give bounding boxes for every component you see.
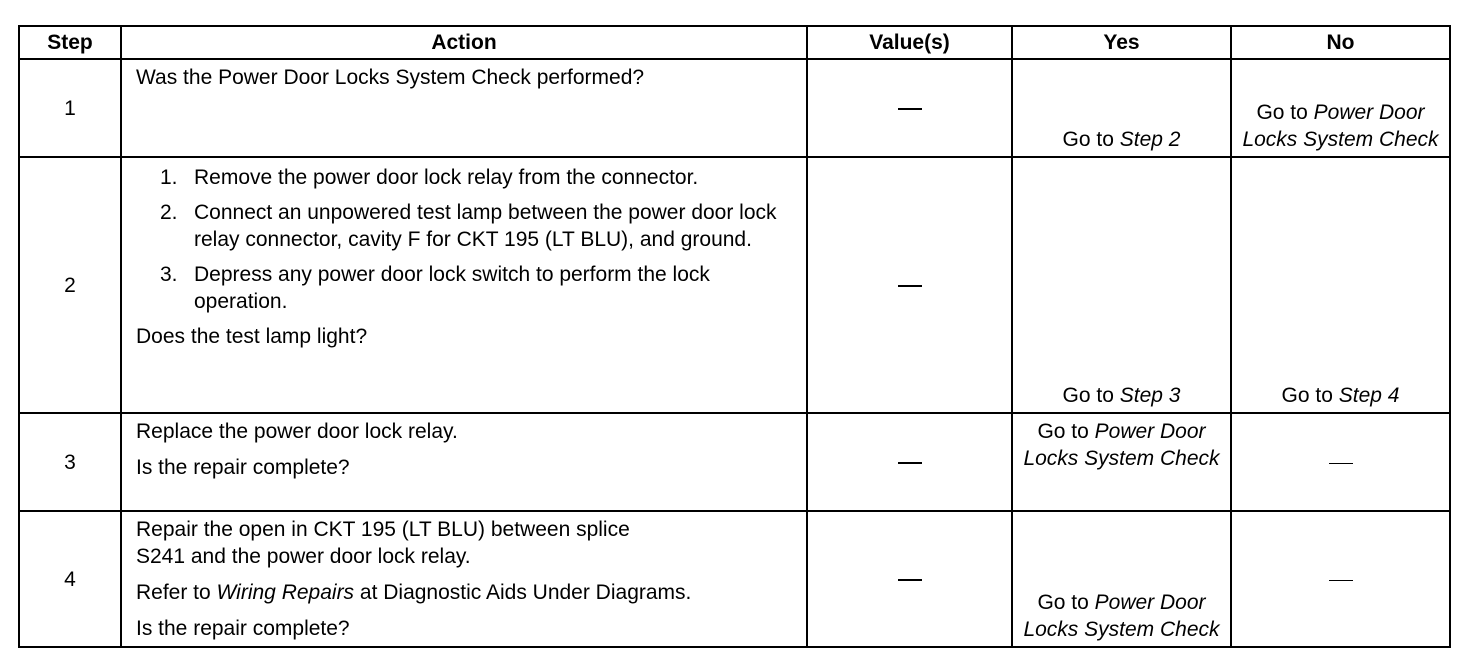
table-row — [19, 511, 1450, 647]
table-row — [19, 157, 1450, 413]
action-cell — [121, 511, 807, 647]
action-reference — [136, 579, 796, 606]
no-cell — [1231, 157, 1450, 413]
table-row — [19, 59, 1450, 157]
step-number: 3 — [19, 413, 121, 511]
list-item-text: Connect an unpowered test lamp between the power door lock relay connector, cavity F for CKT 195 (LT BLU), and ground. — [194, 201, 777, 251]
yes-prefix: Go to — [1037, 420, 1095, 443]
value-cell — [807, 59, 1012, 157]
list-item-number: 3. — [160, 263, 178, 286]
header-step: Step — [19, 26, 121, 59]
list-item-number: 1. — [160, 166, 178, 189]
yes-prefix: Go to — [1062, 128, 1120, 151]
value-dash — [898, 285, 922, 287]
list-item-text: Depress any power door lock switch to perform the lock operation. — [194, 263, 710, 313]
list-item — [136, 164, 796, 191]
no-cell — [1231, 413, 1450, 511]
yes-cell — [1012, 413, 1231, 511]
no-dash — [1329, 580, 1353, 582]
action-cell — [121, 59, 807, 157]
step-number: 1 — [19, 59, 121, 157]
value-dash — [898, 108, 922, 110]
no-cell — [1231, 511, 1450, 647]
header-yes: Yes — [1012, 26, 1231, 59]
value-dash — [898, 462, 922, 464]
yes-link[interactable]: Power Door Locks System Check — [1023, 591, 1220, 641]
list-item-number: 2. — [160, 201, 178, 224]
step-number: 4 — [19, 511, 121, 647]
header-row — [19, 26, 1450, 59]
yes-cell — [1012, 511, 1231, 647]
value-dash — [898, 579, 922, 581]
value-cell — [807, 413, 1012, 511]
no-dash — [1329, 463, 1353, 465]
yes-link[interactable]: Step 3 — [1119, 384, 1181, 407]
refer-link[interactable]: Wiring Repairs — [216, 581, 355, 604]
action-cell — [121, 413, 807, 511]
no-cell — [1231, 59, 1450, 157]
yes-cell — [1012, 157, 1231, 413]
value-cell — [807, 157, 1012, 413]
yes-link[interactable]: Power Door Locks System Check — [1023, 420, 1220, 470]
action-cell — [121, 157, 807, 413]
yes-prefix: Go to — [1062, 384, 1120, 407]
action-instruction: Repair the open in CKT 195 (LT BLU) between splice S241 and the power door lock relay. — [136, 518, 630, 568]
no-link[interactable]: Step 4 — [1338, 384, 1400, 407]
table-row — [19, 413, 1450, 511]
list-item — [136, 199, 796, 253]
action-question: Is the repair complete? — [136, 456, 350, 479]
yes-cell — [1012, 59, 1231, 157]
action-question: Was the Power Door Locks System Check performed? — [136, 66, 645, 89]
refer-suffix: at Diagnostic Aids Under Diagrams. — [354, 581, 692, 604]
refer-prefix: Refer to — [136, 581, 217, 604]
header-values: Value(s) — [807, 26, 1012, 59]
action-question: Is the repair complete? — [136, 617, 350, 640]
action-steps-list — [136, 164, 796, 315]
header-action: Action — [121, 26, 807, 59]
no-prefix: Go to — [1256, 101, 1314, 124]
diagnostic-table — [18, 25, 1451, 648]
no-prefix: Go to — [1281, 384, 1339, 407]
list-item — [136, 261, 796, 315]
list-item-text: Remove the power door lock relay from the connector. — [194, 166, 699, 189]
action-instruction: Replace the power door lock relay. — [136, 420, 458, 443]
action-question: Does the test lamp light? — [136, 325, 368, 348]
no-link[interactable]: Power Door Locks System Check — [1242, 101, 1439, 151]
yes-prefix: Go to — [1037, 591, 1095, 614]
value-cell — [807, 511, 1012, 647]
yes-link[interactable]: Step 2 — [1119, 128, 1181, 151]
header-no: No — [1231, 26, 1450, 59]
step-number: 2 — [19, 157, 121, 413]
